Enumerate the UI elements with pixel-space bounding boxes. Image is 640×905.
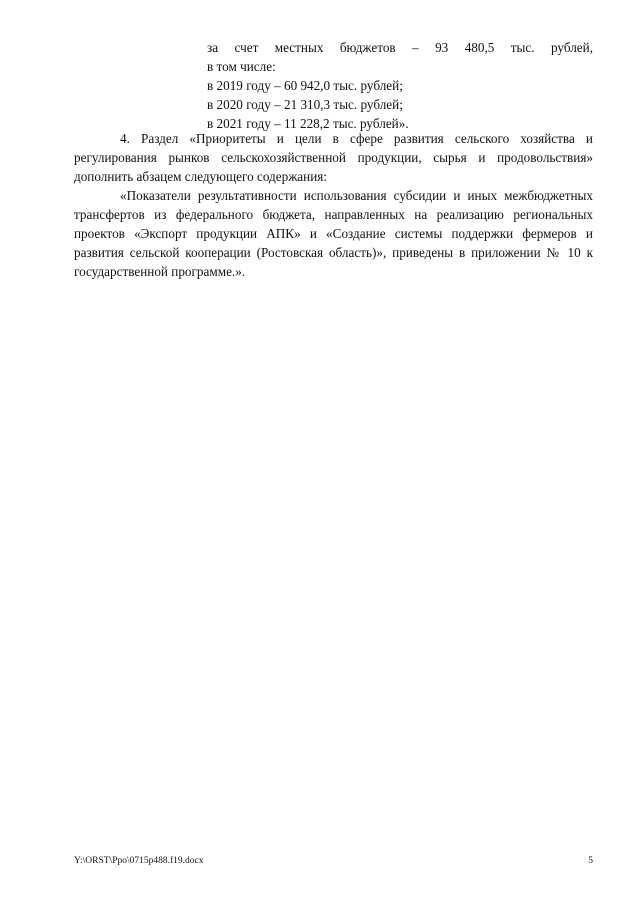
budget-item-2020: в 2020 году – 21 310,3 тыс. рублей; xyxy=(207,97,403,112)
budget-line-local: за счет местных бюджетов – 93 480,5 тыс. рублей, xyxy=(207,40,593,55)
budget-line-including: в том числе: xyxy=(207,59,276,74)
indicators-paragraph: «Показатели результативности использования субсидии и иных межбюджетных трансфертов из федерального бюджета, направленных на реализацию региональных проектов «Экспорт продукции АПК» и «Создание системы поддержки фермеров и развития сельской кооперации (Ростовская область)», приведены в приложении № 10 к государственной программе.». xyxy=(74,188,593,279)
section-4-block xyxy=(74,129,593,281)
budget-item-2019: в 2019 году – 60 942,0 тыс. рублей; xyxy=(207,78,403,93)
section-4-paragraph: 4. Раздел «Приоритеты и цели в сфере развития сельского хозяйства и регулирования рынков сельскохозяйственной продукции, сырья и продовольствия» дополнить абзацем следующего содержания: xyxy=(74,131,593,184)
page-number: 5 xyxy=(588,856,593,866)
footer-file-path: Y:\ORST\Ppo\0715p488.f19.docx xyxy=(74,856,204,866)
budget-block xyxy=(207,38,593,133)
budget-item-2021: в 2021 году – 11 228,2 тыс. рублей». xyxy=(207,116,409,131)
